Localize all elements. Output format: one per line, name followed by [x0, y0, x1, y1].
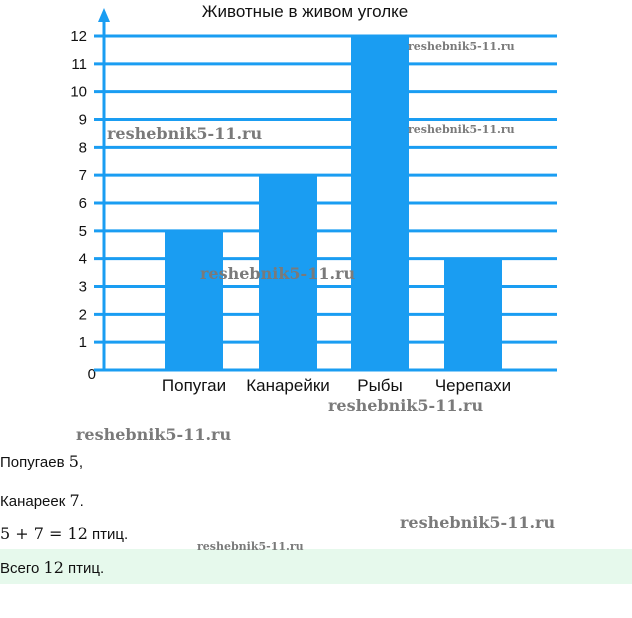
solution-line-total [0, 558, 104, 577]
canaries-count: 7 [69, 491, 80, 510]
bar-3 [351, 36, 409, 370]
chart-title: Животные в живом уголке [201, 2, 409, 21]
watermark: reshebnik5-11.ru [408, 40, 515, 53]
watermark: reshebnik5-11.ru [197, 540, 304, 553]
x-tick-label: Попугаи [161, 376, 227, 395]
x-tick-label: Канарейки [246, 376, 330, 395]
y-tick-label: 8 [78, 139, 87, 157]
total-count: 12 [43, 558, 64, 577]
total-label: Всего [0, 560, 40, 577]
parrots-count: 5 [68, 452, 79, 471]
y-tick-label: 10 [70, 83, 87, 101]
x-tick-label: Рыбы [357, 376, 403, 395]
bar-4 [444, 259, 502, 370]
total-unit: птиц. [68, 560, 105, 577]
sum-unit: птиц. [92, 526, 129, 543]
solution-line-canaries [0, 491, 84, 510]
watermark: reshebnik5-11.ru [76, 425, 232, 444]
watermark: reshebnik5-11.ru [328, 396, 484, 415]
x-tick-label: Черепахи [434, 376, 512, 395]
y-tick-label: 0 [87, 366, 96, 383]
bar-1 [165, 231, 223, 370]
watermark: reshebnik5-11.ru [400, 513, 556, 532]
solution-line-parrots [0, 452, 83, 471]
y-tick-label: 1 [78, 334, 87, 352]
y-tick-label: 9 [78, 111, 87, 129]
y-tick-label: 6 [78, 195, 87, 212]
y-tick-label: 12 [70, 28, 87, 45]
sum-expression: 5 + 7 = 12 [0, 524, 88, 543]
watermark: reshebnik5-11.ru [200, 264, 356, 283]
watermark: reshebnik5-11.ru [107, 124, 263, 143]
y-tick-label: 2 [78, 306, 87, 324]
solution-line-sum [0, 524, 128, 543]
y-axis-arrow [98, 8, 110, 22]
parrots-tail: , [78, 454, 84, 471]
parrots-label: Попугаев [0, 454, 65, 471]
y-tick-label: 7 [78, 167, 87, 185]
y-tick-label: 5 [78, 222, 87, 240]
y-tick-label: 3 [78, 278, 87, 296]
y-tick-label: 4 [78, 250, 87, 268]
watermark: reshebnik5-11.ru [408, 123, 515, 136]
canaries-tail: . [79, 493, 84, 510]
canaries-label: Канареек [0, 493, 66, 510]
y-tick-label: 11 [71, 55, 87, 73]
